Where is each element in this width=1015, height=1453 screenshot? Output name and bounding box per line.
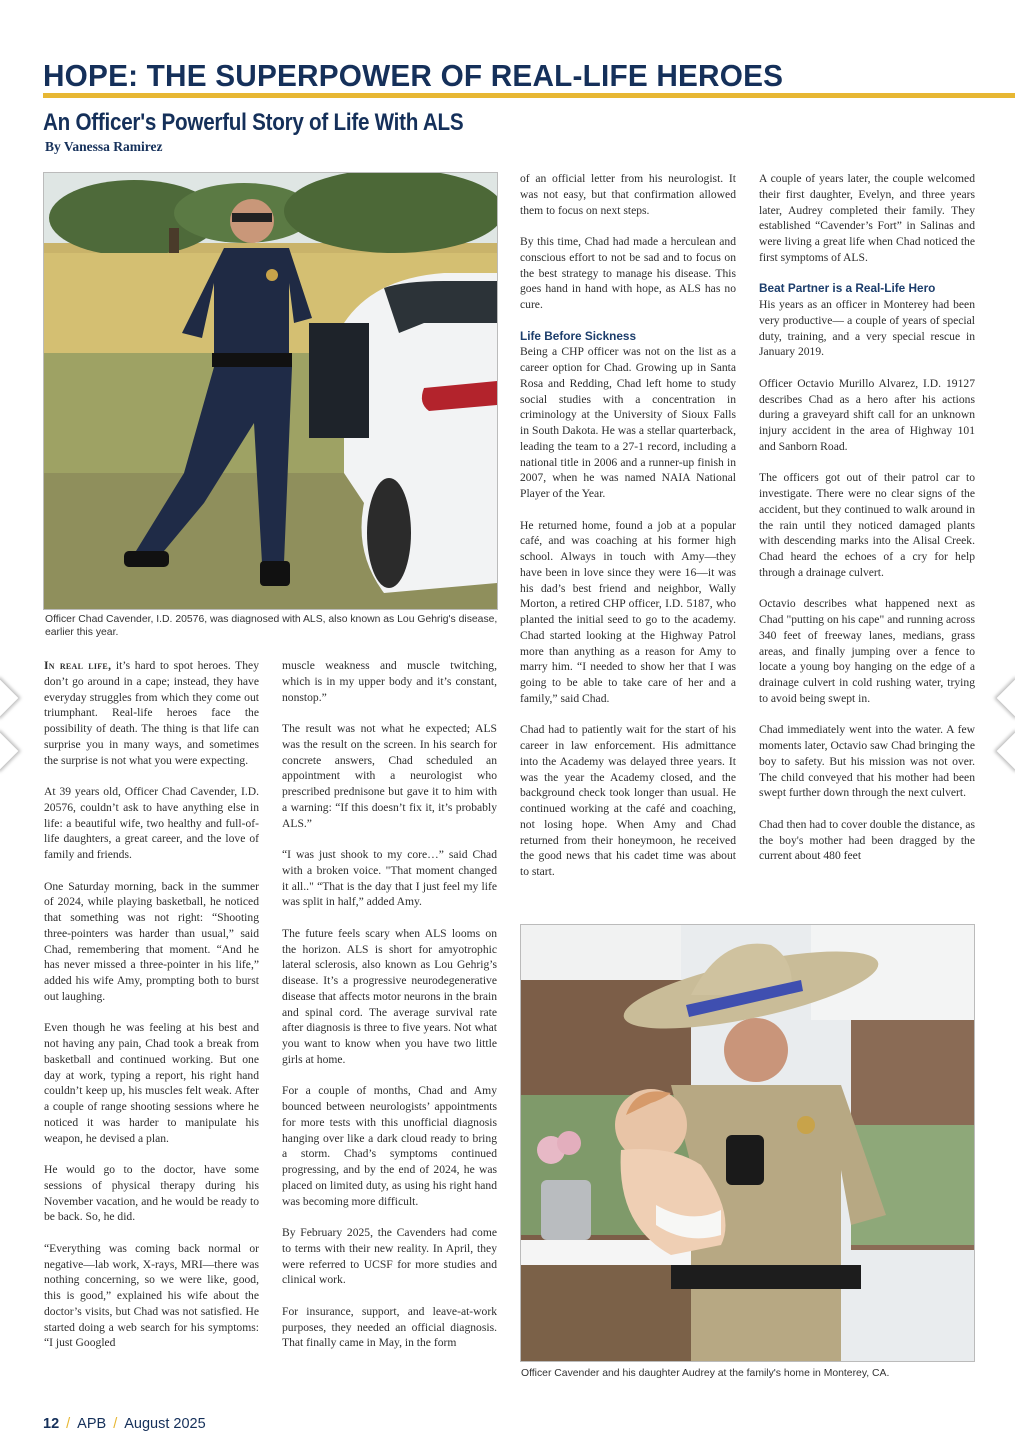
gold-divider (43, 93, 1015, 98)
kicker-title: HOPE: THE SUPERPOWER OF REAL-LIFE HEROES (43, 58, 784, 93)
publication-name: APB (77, 1416, 107, 1432)
subhead-life-before-sickness: Life Before Sickness (520, 328, 637, 343)
footer-separator: / (66, 1416, 71, 1432)
next-page-chevron-icon[interactable] (0, 677, 18, 719)
subhead-beat-partner: Beat Partner is a Real-Life Hero (759, 281, 936, 296)
byline: By Vanessa Ramirez (45, 139, 163, 154)
paragraph: A couple of years later, the couple welcomed their first daughter, Evelyn, and three years later, Audrey completed their family. They established “Cavender’s Fort” in Salinas and were living a great life when Chad noticed the first symptoms of ALS. (759, 172, 975, 264)
footer-separator: / (113, 1416, 118, 1432)
paragraph: muscle weakness and muscle twitching, which is in my upper body and it’s constant, nonstop.” (282, 659, 497, 704)
article-column-3 (520, 171, 736, 896)
paragraph: “I was just shook to my core…” said Chad with a broken voice. "That moment changed it all.." “That is the day that I just feel my life was split in half,” added Amy. (282, 848, 497, 909)
lead-in: In real life, (44, 659, 112, 672)
photo-officer-patrol-car-illustration (44, 173, 497, 609)
next-page-chevron-icon[interactable] (0, 730, 18, 772)
paragraph: By this time, Chad had made a herculean and conscious effort to not be sad and to focus on the best strategy to manage his disease. This goes hand in hand with hope, as ALS has no cure. (520, 235, 736, 311)
headline: An Officer's Powerful Story of Life With ALS (43, 109, 464, 136)
article-column-1 (44, 658, 259, 1367)
photo-officer-patrol-car (43, 172, 498, 610)
paragraph: Octavio describes what happened next as Chad "putting on his cape" and running across 340 feet of freeway lanes, medians, grass areas, and finally jumping over a fence to locate a young boy hanging on the edge of a drainage culvert in cold rushing water, trying to avoid being swept in. (759, 597, 975, 705)
paragraph: By February 2025, the Cavenders had come to terms with their new reality. In April, they were referred to UCSF for more studies and clinical work. (282, 1226, 497, 1287)
photo-caption-2: Officer Cavender and his daughter Audrey at the family's home in Monterey, CA. (521, 1368, 890, 1379)
paragraph: At 39 years old, Officer Chad Cavender, I.D. 20576, couldn’t ask to have anything else in life: a beautiful wife, two healthy and full-of-life daughters, a great career, and the love of family and friends. (44, 785, 259, 861)
photo-officer-with-daughter (520, 924, 975, 1362)
previous-page-chevron-icon[interactable] (997, 730, 1015, 772)
paragraph: One Saturday morning, back in the summer of 2024, while playing basketball, he noticed that something was not right: “Shooting three-pointers was harder than usual,” said Chad, remembering that moment. “And he has never missed a three-pointer in his life,” added his wife Amy, prompting both to burst out laughing. (44, 879, 259, 1003)
page-footer (43, 1416, 206, 1432)
paragraph (44, 658, 259, 768)
paragraph-text: it’s hard to spot heroes. They don’t go around in a cape; instead, they have everyday struggles from which they come out triumphant. Real-life heroes face the possibility of death. The thing is that life can surprise you in many ways, and sometimes the surprise is not what you were expecting. (44, 659, 259, 767)
paragraph: Being a CHP officer was not on the list as a career option for Chad. Growing up in Santa Rosa and Redding, Chad left home to study social studies with a concentration in criminology at the University of Sioux Falls in South Dakota. He was a stellar quarterback, leading the team to a 27-1 record, including a national title in 2006 and a runner-up finish in 2007, when he was named NAIA National Player of the Year. (520, 345, 736, 500)
paragraph: Officer Octavio Murillo Alvarez, I.D. 19127 describes Chad as a hero after his actions during a graveyard shift call for an unknown injury accident in the area of Highway 101 and Sanborn Road. (759, 376, 975, 453)
previous-page-chevron-icon[interactable] (997, 677, 1015, 719)
page-number: 12 (43, 1416, 60, 1432)
paragraph: His years as an officer in Monterey had been very productive— a couple of years of special duty, training, and a very special rescue in January 2019. (759, 298, 975, 359)
paragraph: Chad then had to cover double the distance, as the boy's mother had been dragged by the current about 480 feet (759, 817, 975, 863)
paragraph: Chad had to patiently wait for the start of his career in law enforcement. His admittance into the Academy was delayed three years. It was the year the Academy closed, and the background check took longer than usual. He continued working at the café and coaching, not losing hope. When Amy and Chad returned from their honeymoon, he received the good news that his cadet time was about to start. (520, 723, 736, 878)
photo-caption-1: Officer Chad Cavender, I.D. 20576, was diagnosed with ALS, also known as Lou Gehrig's disease, earlier this year. (45, 614, 498, 638)
paragraph: The future feels scary when ALS looms on the horizon. ALS is short for amyotrophic lateral sclerosis, also known as Lou Gehrig’s disease. It’s a progressive neurodegenerative disease that affects motor neurons in the brain and spinal cord. The average survival rate after diagnosis is three to five years. Not what you want to know when you have two little girls at home. (282, 926, 497, 1066)
paragraph: The result was not what he expected; ALS was the result on the screen. In his search for concrete answers, Chad scheduled an appointment with a neurologist who prescribed prednisone but gave it to him with a warning: “If this doesn’t fix it, it’s probably ALS.” (282, 722, 497, 830)
paragraph: of an official letter from his neurologist. It was not easy, but that confirmation allowed them to focus on next steps. (520, 172, 736, 217)
paragraph: For insurance, support, and leave-at-work purposes, they needed an official diagnosis. That finally came in May, in the form (282, 1304, 497, 1350)
issue-date: August 2025 (124, 1416, 206, 1432)
paragraph: For a couple of months, Chad and Amy bounced between neurologists’ appointments for more tests with this unofficial diagnosis hanging over like a dark cloud ready to bring a storm. Chad’s symptoms continued progressing, and by the end of 2024, he was placed on limited duty, as using his right hand was becoming more difficult. (282, 1084, 497, 1208)
paragraph: He would go to the doctor, have some sessions of physical therapy during his November vacation, and he would be ready to be back. So, he did. (44, 1163, 259, 1224)
paragraph: The officers got out of their patrol car to investigate. There were no clear signs of the accident, but they continued to walk around in the rain until they noticed damaged plants with descending marks into the Alisal Creek. Chad heard the echoes of a cry for help through a drainage culvert. (759, 471, 975, 579)
paragraph: Chad immediately went into the water. A few moments later, Octavio saw Chad bringing the boy to safety. But his mission was not over. The child conveyed that his mother had been swept further down through the next culvert. (759, 723, 975, 800)
article-column-4 (759, 171, 975, 880)
article-column-2 (282, 658, 497, 1367)
paragraph: “Everything was coming back normal or negative—lab work, X-rays, MRI—there was nothing concerning, so we were like, good, this is good,” explained his wife about the doctor’s visits, but Chad was not satisfied. He started doing a web search for his symptoms: “I just Googled (44, 1241, 259, 1350)
paragraph: He returned home, found a job at a popular café, and was coaching at his former high school. Always in touch with Amy—they have been in love since they were 16—it was his dad’s best friend and neighbor, Wally Morton, a retired CHP officer, I.D. 5187, who planted the initial seed to go to the academy. Chad started looking at the Highway Patrol more than anything as a reason for Amy to marry him. “I needed to show her that I was going to be able to take care of her and a family,” said Chad. (520, 518, 736, 705)
photo-officer-with-daughter-illustration (521, 925, 974, 1361)
paragraph: Even though he was feeling at his best and not having any pain, Chad took a break from basketball and continued working. But one day at work, typing a report, his right hand couldn’t keep up, his muscles felt weak. After a couple of range shooting sessions where he noticed it was harder to manipulate his weapon, he devised a plan. (44, 1021, 259, 1145)
